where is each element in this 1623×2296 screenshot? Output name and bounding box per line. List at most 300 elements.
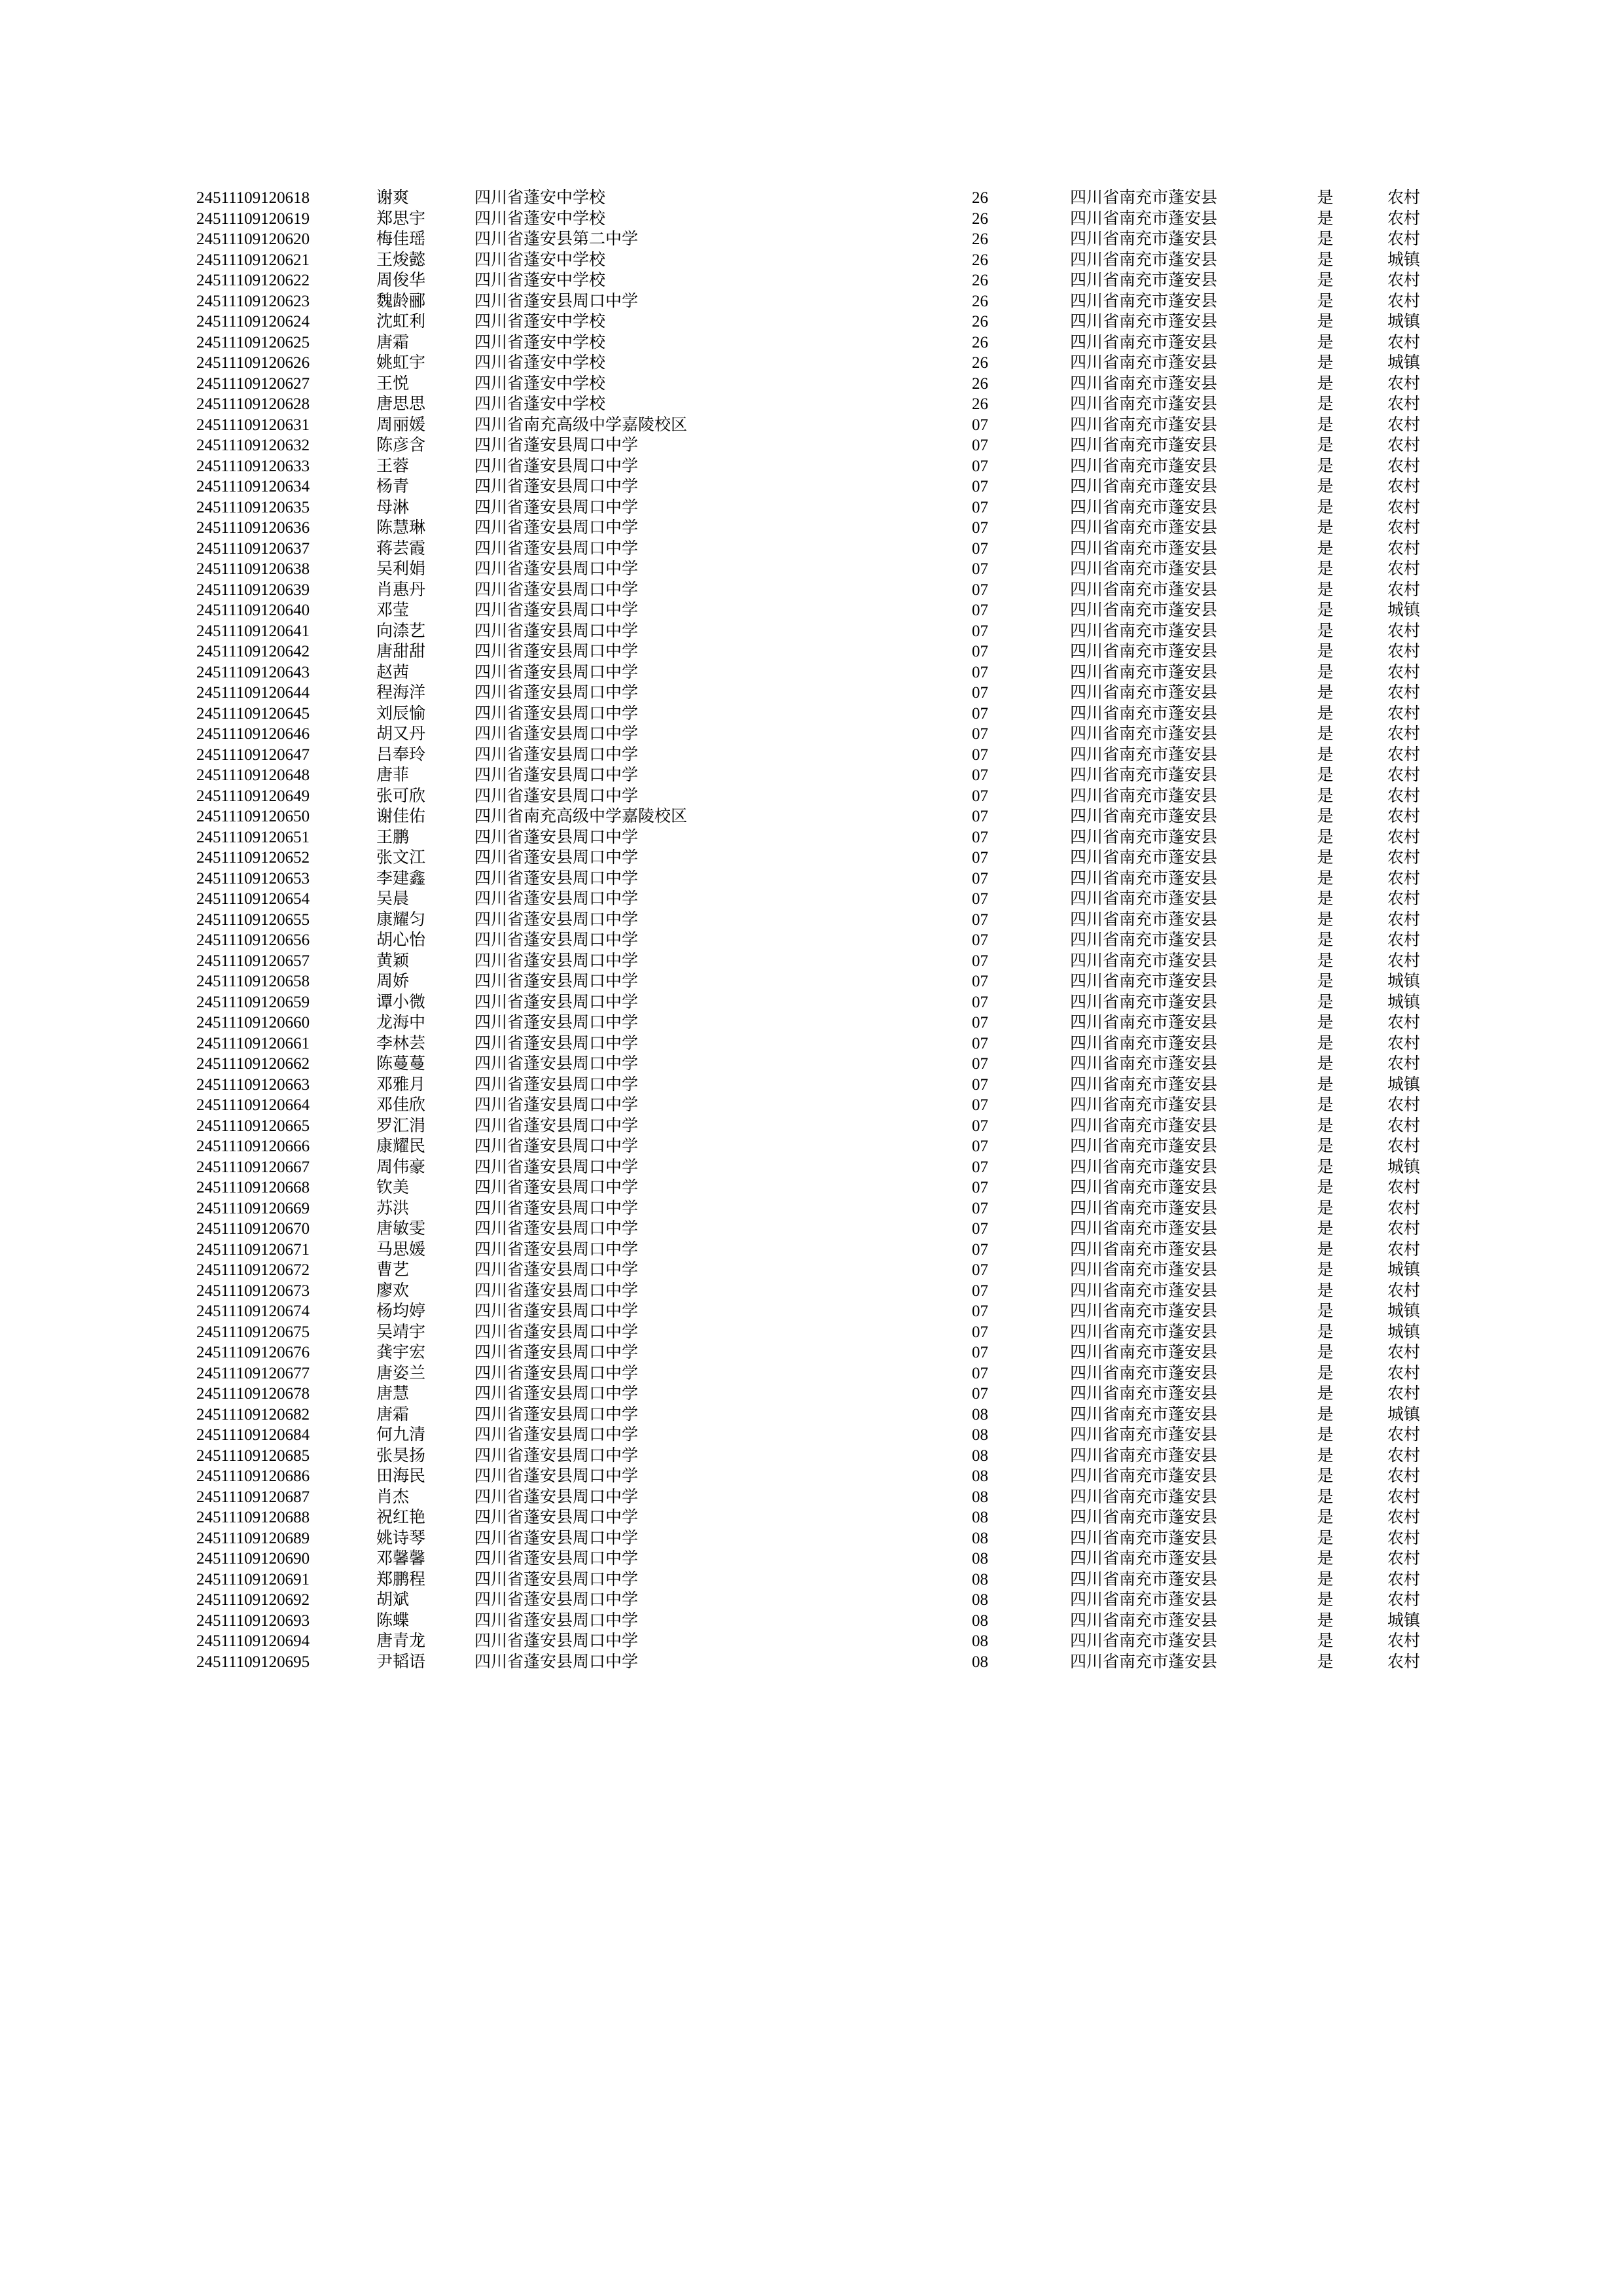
cell-region: 四川省南充市蓬安县	[1070, 1199, 1218, 1217]
cell-flag: 是	[1317, 1158, 1334, 1176]
cell-name: 周丽媛	[376, 416, 426, 434]
cell-flag: 是	[1317, 272, 1334, 289]
cell-residence: 城镇	[1387, 354, 1420, 372]
cell-region: 四川省南充市蓬安县	[1070, 1632, 1218, 1650]
cell-name: 马思媛	[376, 1240, 426, 1259]
table-row	[196, 190, 1443, 211]
cell-school: 四川省蓬安中学校	[474, 251, 606, 269]
cell-region: 四川省南充市蓬安县	[1070, 704, 1218, 723]
cell-flag: 是	[1317, 725, 1334, 743]
cell-flag: 是	[1317, 416, 1334, 434]
cell-name: 周娇	[376, 973, 410, 990]
table-row	[196, 1427, 1443, 1448]
cell-region: 四川省南充市蓬安县	[1070, 292, 1218, 310]
cell-residence: 农村	[1387, 560, 1420, 578]
table-row	[196, 870, 1443, 891]
cell-code: 07	[972, 622, 988, 640]
cell-exam-id: 24511109120653	[196, 869, 310, 888]
cell-exam-id: 24511109120677	[196, 1364, 310, 1382]
cell-school: 四川省蓬安县周口中学	[474, 1364, 639, 1382]
cell-residence: 农村	[1387, 1385, 1420, 1403]
cell-name: 谭小微	[376, 993, 426, 1011]
cell-flag: 是	[1317, 890, 1334, 908]
table-row	[196, 478, 1443, 499]
cell-residence: 农村	[1387, 1550, 1420, 1568]
cell-school: 四川省蓬安县周口中学	[474, 725, 639, 743]
cell-name: 张昊扬	[376, 1446, 426, 1465]
cell-exam-id: 24511109120622	[196, 272, 310, 289]
cell-flag: 是	[1317, 704, 1334, 723]
cell-school: 四川省蓬安县周口中学	[474, 1158, 639, 1176]
cell-exam-id: 24511109120632	[196, 437, 310, 454]
cell-residence: 农村	[1387, 869, 1420, 888]
cell-region: 四川省南充市蓬安县	[1070, 725, 1218, 743]
cell-region: 四川省南充市蓬安县	[1070, 952, 1218, 970]
cell-region: 四川省南充市蓬安县	[1070, 1344, 1218, 1361]
cell-flag: 是	[1317, 581, 1334, 599]
cell-exam-id: 24511109120634	[196, 478, 310, 495]
table-row	[196, 1551, 1443, 1571]
cell-school: 四川省蓬安县周口中学	[474, 787, 639, 805]
cell-exam-id: 24511109120659	[196, 993, 310, 1011]
cell-code: 08	[972, 1611, 988, 1630]
cell-flag: 是	[1317, 437, 1334, 454]
cell-code: 07	[972, 1179, 988, 1196]
table-row	[196, 726, 1443, 747]
cell-flag: 是	[1317, 1240, 1334, 1259]
cell-exam-id: 24511109120688	[196, 1509, 310, 1526]
cell-flag: 是	[1317, 1302, 1334, 1320]
cell-exam-id: 24511109120654	[196, 890, 310, 908]
cell-code: 07	[972, 1138, 988, 1155]
cell-flag: 是	[1317, 1488, 1334, 1506]
cell-region: 四川省南充市蓬安县	[1070, 684, 1218, 702]
cell-school: 四川省蓬安县周口中学	[474, 1075, 639, 1094]
cell-flag: 是	[1317, 849, 1334, 867]
cell-exam-id: 24511109120652	[196, 849, 310, 867]
cell-exam-id: 24511109120678	[196, 1385, 310, 1403]
table-row	[196, 520, 1443, 541]
cell-code: 07	[972, 1096, 988, 1114]
cell-name: 程海洋	[376, 684, 426, 702]
table-row	[196, 623, 1443, 644]
cell-code: 26	[972, 189, 988, 207]
cell-code: 07	[972, 519, 988, 537]
cell-school: 四川省蓬安县周口中学	[474, 993, 639, 1011]
cell-flag: 是	[1317, 973, 1334, 990]
cell-residence: 农村	[1387, 1055, 1420, 1073]
cell-name: 尹韬语	[376, 1653, 426, 1671]
cell-exam-id: 24511109120666	[196, 1138, 310, 1155]
cell-exam-id: 24511109120638	[196, 560, 310, 578]
cell-flag: 是	[1317, 745, 1334, 764]
table-row	[196, 1118, 1443, 1139]
cell-region: 四川省南充市蓬安县	[1070, 1055, 1218, 1073]
cell-flag: 是	[1317, 1220, 1334, 1238]
cell-exam-id: 24511109120621	[196, 251, 310, 269]
cell-code: 08	[972, 1570, 988, 1588]
cell-region: 四川省南充市蓬安县	[1070, 1240, 1218, 1259]
cell-flag: 是	[1317, 1344, 1334, 1361]
cell-exam-id: 24511109120641	[196, 622, 310, 640]
cell-exam-id: 24511109120643	[196, 663, 310, 681]
cell-residence: 城镇	[1387, 601, 1420, 619]
cell-exam-id: 24511109120674	[196, 1302, 310, 1320]
table-row	[196, 1633, 1443, 1654]
cell-name: 田海民	[376, 1467, 426, 1485]
cell-flag: 是	[1317, 828, 1334, 846]
cell-code: 26	[972, 251, 988, 269]
cell-residence: 农村	[1387, 1034, 1420, 1052]
cell-residence: 农村	[1387, 416, 1420, 434]
cell-exam-id: 24511109120665	[196, 1117, 310, 1135]
cell-residence: 农村	[1387, 1014, 1420, 1031]
cell-exam-id: 24511109120657	[196, 952, 310, 970]
cell-school: 四川省蓬安县周口中学	[474, 1199, 639, 1217]
cell-residence: 农村	[1387, 643, 1420, 660]
cell-code: 07	[972, 539, 988, 558]
cell-residence: 农村	[1387, 725, 1420, 743]
cell-flag: 是	[1317, 684, 1334, 702]
cell-school: 四川省蓬安县周口中学	[474, 952, 639, 970]
table-row	[196, 211, 1443, 232]
cell-region: 四川省南充市蓬安县	[1070, 1034, 1218, 1052]
cell-flag: 是	[1317, 1550, 1334, 1568]
table-row	[196, 973, 1443, 994]
table-row	[196, 1448, 1443, 1469]
cell-residence: 城镇	[1387, 1075, 1420, 1094]
cell-flag: 是	[1317, 910, 1334, 929]
cell-name: 吕奉玲	[376, 745, 426, 764]
cell-name: 邓馨馨	[376, 1550, 426, 1568]
cell-flag: 是	[1317, 189, 1334, 207]
cell-region: 四川省南充市蓬安县	[1070, 1138, 1218, 1155]
cell-residence: 农村	[1387, 1529, 1420, 1547]
cell-residence: 农村	[1387, 1426, 1420, 1444]
cell-residence: 农村	[1387, 1096, 1420, 1114]
cell-residence: 城镇	[1387, 1323, 1420, 1341]
cell-school: 四川省蓬安县周口中学	[474, 498, 639, 516]
cell-name: 郑思宇	[376, 209, 426, 228]
cell-exam-id: 24511109120664	[196, 1096, 310, 1114]
cell-residence: 农村	[1387, 1138, 1420, 1155]
cell-exam-id: 24511109120649	[196, 787, 310, 805]
cell-code: 26	[972, 209, 988, 228]
table-row	[196, 953, 1443, 974]
cell-exam-id: 24511109120625	[196, 333, 310, 351]
cell-region: 四川省南充市蓬安县	[1070, 1117, 1218, 1135]
cell-name: 母淋	[376, 498, 410, 516]
cell-code: 07	[972, 581, 988, 599]
cell-exam-id: 24511109120636	[196, 519, 310, 537]
cell-name: 沈虹利	[376, 313, 426, 331]
cell-residence: 农村	[1387, 457, 1420, 475]
cell-code: 07	[972, 416, 988, 434]
table-row	[196, 1489, 1443, 1510]
cell-school: 四川省蓬安县周口中学	[474, 1117, 639, 1135]
cell-exam-id: 24511109120658	[196, 973, 310, 990]
cell-school: 四川省蓬安县周口中学	[474, 643, 639, 660]
cell-residence: 农村	[1387, 890, 1420, 908]
cell-flag: 是	[1317, 1385, 1334, 1403]
cell-name: 梅佳瑶	[376, 230, 426, 248]
cell-exam-id: 24511109120675	[196, 1323, 310, 1341]
cell-name: 赵茜	[376, 663, 410, 681]
cell-residence: 城镇	[1387, 1611, 1420, 1630]
cell-residence: 农村	[1387, 395, 1420, 413]
cell-region: 四川省南充市蓬安县	[1070, 209, 1218, 228]
cell-code: 26	[972, 333, 988, 351]
cell-residence: 农村	[1387, 1653, 1420, 1671]
cell-residence: 农村	[1387, 189, 1420, 207]
cell-region: 四川省南充市蓬安县	[1070, 766, 1218, 784]
cell-flag: 是	[1317, 808, 1334, 825]
table-row	[196, 376, 1443, 397]
cell-region: 四川省南充市蓬安县	[1070, 910, 1218, 929]
cell-region: 四川省南充市蓬安县	[1070, 189, 1218, 207]
cell-exam-id: 24511109120633	[196, 457, 310, 475]
cell-flag: 是	[1317, 1138, 1334, 1155]
cell-school: 四川省蓬安县周口中学	[474, 1405, 639, 1424]
cell-name: 李林芸	[376, 1034, 426, 1052]
cell-residence: 农村	[1387, 333, 1420, 351]
cell-exam-id: 24511109120639	[196, 581, 310, 599]
cell-name: 张文江	[376, 849, 426, 867]
cell-name: 何九清	[376, 1426, 426, 1444]
cell-code: 08	[972, 1591, 988, 1609]
cell-region: 四川省南充市蓬安县	[1070, 1446, 1218, 1465]
cell-code: 07	[972, 1261, 988, 1279]
cell-flag: 是	[1317, 1509, 1334, 1526]
cell-residence: 农村	[1387, 437, 1420, 454]
cell-name: 肖惠丹	[376, 581, 426, 599]
cell-code: 07	[972, 1014, 988, 1031]
cell-name: 祝红艳	[376, 1509, 426, 1526]
cell-exam-id: 24511109120686	[196, 1467, 310, 1485]
cell-flag: 是	[1317, 1529, 1334, 1547]
cell-name: 钦美	[376, 1179, 410, 1196]
cell-code: 07	[972, 952, 988, 970]
cell-region: 四川省南充市蓬安县	[1070, 272, 1218, 289]
cell-flag: 是	[1317, 333, 1334, 351]
cell-school: 四川省蓬安县周口中学	[474, 1034, 639, 1052]
cell-school: 四川省蓬安县周口中学	[474, 1488, 639, 1506]
cell-flag: 是	[1317, 993, 1334, 1011]
cell-school: 四川省蓬安县周口中学	[474, 1446, 639, 1465]
cell-region: 四川省南充市蓬安县	[1070, 1302, 1218, 1320]
cell-exam-id: 24511109120645	[196, 704, 310, 723]
cell-code: 07	[972, 1220, 988, 1238]
cell-region: 四川省南充市蓬安县	[1070, 539, 1218, 558]
cell-school: 四川省蓬安县周口中学	[474, 1220, 639, 1238]
cell-code: 07	[972, 1055, 988, 1073]
table-row	[196, 1159, 1443, 1180]
cell-code: 07	[972, 808, 988, 825]
cell-name: 吴晨	[376, 890, 410, 908]
cell-flag: 是	[1317, 1591, 1334, 1609]
cell-name: 姚虹宇	[376, 354, 426, 372]
cell-school: 四川省蓬安县周口中学	[474, 622, 639, 640]
cell-flag: 是	[1317, 313, 1334, 331]
cell-school: 四川省南充高级中学嘉陵校区	[474, 416, 688, 434]
cell-name: 罗汇涓	[376, 1117, 426, 1135]
cell-name: 姚诗琴	[376, 1529, 426, 1547]
cell-region: 四川省南充市蓬安县	[1070, 1570, 1218, 1588]
cell-region: 四川省南充市蓬安县	[1070, 457, 1218, 475]
cell-region: 四川省南充市蓬安县	[1070, 745, 1218, 764]
cell-school: 四川省蓬安县周口中学	[474, 1529, 639, 1547]
cell-name: 陈彦含	[376, 437, 426, 454]
cell-residence: 农村	[1387, 1509, 1420, 1526]
cell-school: 四川省蓬安县周口中学	[474, 437, 639, 454]
table-row	[196, 891, 1443, 912]
cell-residence: 农村	[1387, 952, 1420, 970]
cell-residence: 农村	[1387, 292, 1420, 310]
cell-residence: 城镇	[1387, 973, 1420, 990]
cell-name: 廖欢	[376, 1282, 410, 1300]
cell-flag: 是	[1317, 519, 1334, 537]
table-row	[196, 437, 1443, 458]
cell-exam-id: 24511109120662	[196, 1055, 310, 1073]
cell-school: 四川省蓬安县周口中学	[474, 1344, 639, 1361]
cell-code: 07	[972, 1385, 988, 1403]
cell-exam-id: 24511109120691	[196, 1570, 310, 1588]
cell-residence: 农村	[1387, 1199, 1420, 1217]
cell-region: 四川省南充市蓬安县	[1070, 1385, 1218, 1403]
cell-residence: 农村	[1387, 478, 1420, 495]
cell-residence: 农村	[1387, 684, 1420, 702]
cell-code: 07	[972, 1282, 988, 1300]
cell-residence: 城镇	[1387, 1302, 1420, 1320]
table-row	[196, 1571, 1443, 1592]
cell-exam-id: 24511109120676	[196, 1344, 310, 1361]
table-row	[196, 767, 1443, 788]
table-row	[196, 1179, 1443, 1200]
roster-table	[196, 190, 1443, 1674]
cell-code: 07	[972, 828, 988, 846]
cell-residence: 城镇	[1387, 1261, 1420, 1279]
cell-exam-id: 24511109120624	[196, 313, 310, 331]
cell-exam-id: 24511109120627	[196, 374, 310, 393]
cell-exam-id: 24511109120651	[196, 828, 310, 846]
cell-region: 四川省南充市蓬安县	[1070, 973, 1218, 990]
cell-residence: 农村	[1387, 808, 1420, 825]
cell-exam-id: 24511109120635	[196, 498, 310, 516]
cell-exam-id: 24511109120628	[196, 395, 310, 413]
cell-region: 四川省南充市蓬安县	[1070, 1220, 1218, 1238]
cell-residence: 农村	[1387, 1220, 1420, 1238]
cell-region: 四川省南充市蓬安县	[1070, 1529, 1218, 1547]
cell-region: 四川省南充市蓬安县	[1070, 663, 1218, 681]
cell-flag: 是	[1317, 869, 1334, 888]
cell-code: 07	[972, 560, 988, 578]
cell-code: 07	[972, 643, 988, 660]
table-row	[196, 458, 1443, 479]
cell-school: 四川省蓬安县周口中学	[474, 1282, 639, 1300]
cell-code: 07	[972, 1344, 988, 1361]
cell-region: 四川省南充市蓬安县	[1070, 437, 1218, 454]
cell-name: 唐姿兰	[376, 1364, 426, 1382]
cell-residence: 农村	[1387, 1282, 1420, 1300]
table-row	[196, 355, 1443, 376]
cell-exam-id: 24511109120642	[196, 643, 310, 660]
cell-exam-id: 24511109120618	[196, 189, 310, 207]
cell-name: 刘辰愉	[376, 704, 426, 723]
cell-name: 唐青龙	[376, 1632, 426, 1650]
cell-exam-id: 24511109120619	[196, 209, 310, 228]
table-row	[196, 561, 1443, 582]
cell-region: 四川省南充市蓬安县	[1070, 931, 1218, 949]
cell-school: 四川省蓬安县周口中学	[474, 745, 639, 764]
cell-residence: 农村	[1387, 1240, 1420, 1259]
cell-name: 胡又丹	[376, 725, 426, 743]
table-row	[196, 602, 1443, 623]
cell-code: 07	[972, 745, 988, 764]
cell-flag: 是	[1317, 395, 1334, 413]
cell-flag: 是	[1317, 1199, 1334, 1217]
cell-exam-id: 24511109120684	[196, 1426, 310, 1444]
cell-code: 07	[972, 993, 988, 1011]
cell-flag: 是	[1317, 1096, 1334, 1114]
cell-school: 四川省蓬安中学校	[474, 189, 606, 207]
cell-residence: 农村	[1387, 1591, 1420, 1609]
cell-code: 26	[972, 395, 988, 413]
cell-name: 杨均婷	[376, 1302, 426, 1320]
table-row	[196, 1344, 1443, 1365]
cell-exam-id: 24511109120656	[196, 931, 310, 949]
cell-school: 四川省蓬安县周口中学	[474, 1570, 639, 1588]
cell-name: 谢爽	[376, 189, 410, 207]
cell-school: 四川省蓬安县周口中学	[474, 560, 639, 578]
cell-school: 四川省蓬安县周口中学	[474, 1550, 639, 1568]
cell-flag: 是	[1317, 478, 1334, 495]
cell-flag: 是	[1317, 1179, 1334, 1196]
cell-residence: 农村	[1387, 787, 1420, 805]
cell-name: 蒋芸霞	[376, 539, 426, 558]
cell-name: 王蓉	[376, 457, 410, 475]
cell-school: 四川省蓬安县周口中学	[474, 1385, 639, 1403]
cell-exam-id: 24511109120647	[196, 745, 310, 764]
cell-residence: 农村	[1387, 1179, 1420, 1196]
table-row	[196, 788, 1443, 809]
cell-region: 四川省南充市蓬安县	[1070, 313, 1218, 331]
cell-region: 四川省南充市蓬安县	[1070, 1364, 1218, 1382]
cell-school: 四川省蓬安县周口中学	[474, 1426, 639, 1444]
cell-code: 07	[972, 1158, 988, 1176]
cell-region: 四川省南充市蓬安县	[1070, 478, 1218, 495]
cell-name: 唐霜	[376, 1405, 410, 1424]
cell-school: 四川省蓬安中学校	[474, 395, 606, 413]
table-row	[196, 706, 1443, 726]
cell-name: 唐思思	[376, 395, 426, 413]
cell-school: 四川省蓬安县周口中学	[474, 890, 639, 908]
cell-code: 07	[972, 725, 988, 743]
cell-code: 07	[972, 498, 988, 516]
cell-residence: 农村	[1387, 828, 1420, 846]
cell-exam-id: 24511109120687	[196, 1488, 310, 1506]
cell-school: 四川省蓬安县周口中学	[474, 539, 639, 558]
cell-exam-id: 24511109120693	[196, 1611, 310, 1630]
cell-region: 四川省南充市蓬安县	[1070, 251, 1218, 269]
cell-code: 07	[972, 1199, 988, 1217]
cell-flag: 是	[1317, 1323, 1334, 1341]
cell-flag: 是	[1317, 1364, 1334, 1382]
cell-exam-id: 24511109120646	[196, 725, 310, 743]
cell-school: 四川省蓬安中学校	[474, 313, 606, 331]
cell-flag: 是	[1317, 1426, 1334, 1444]
cell-region: 四川省南充市蓬安县	[1070, 1096, 1218, 1114]
cell-residence: 农村	[1387, 622, 1420, 640]
